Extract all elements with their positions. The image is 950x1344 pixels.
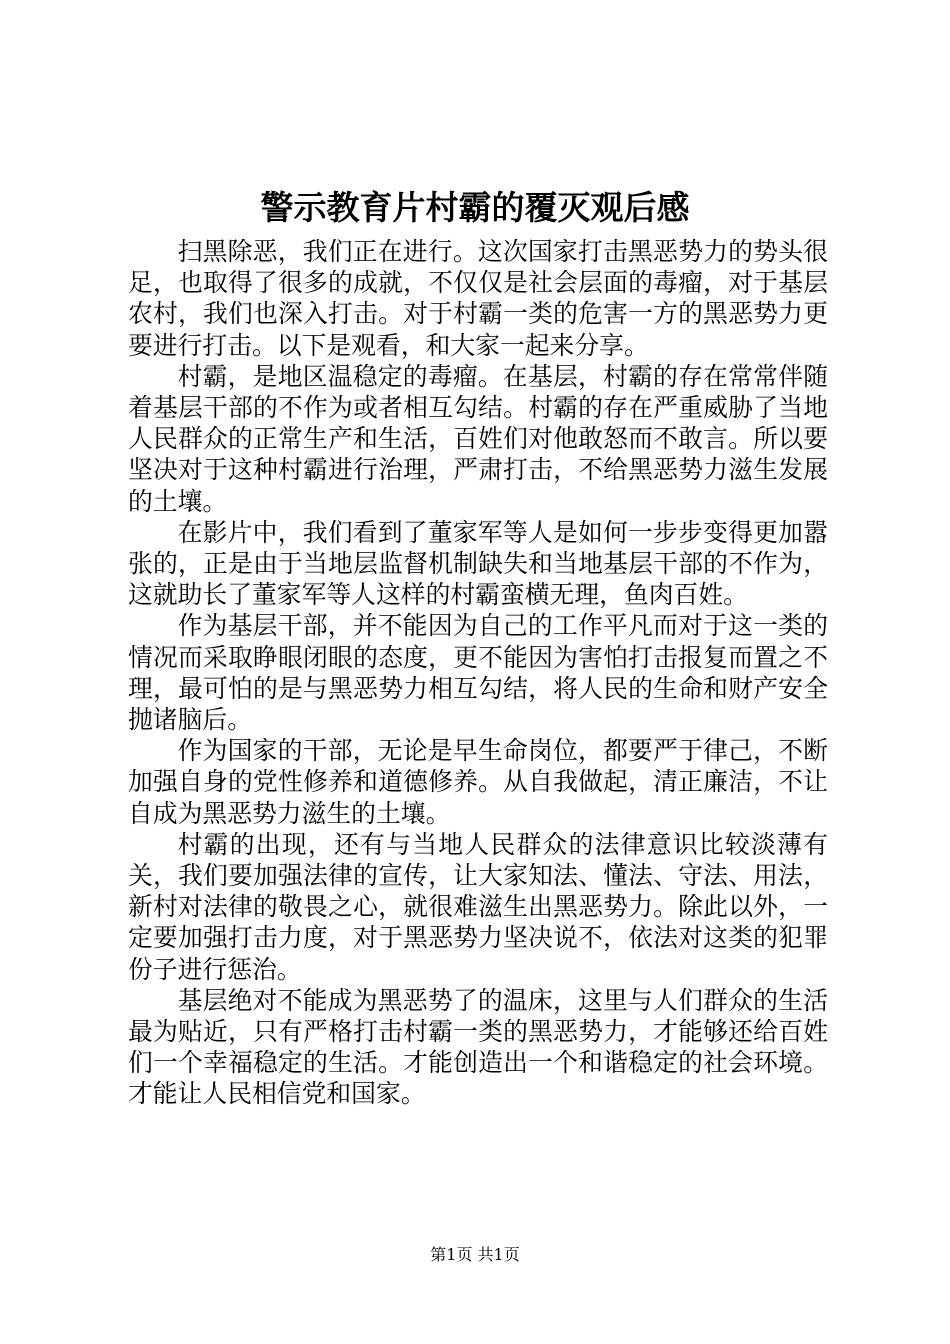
document-body — [128, 236, 828, 1110]
page-number-footer: 第1页 共1页 — [430, 1245, 520, 1264]
paragraph-5: 作为国家的干部，无论是早生命岗位，都要严于律己，不断加强自身的党性修养和道德修养。从自我做起，清正廉洁，不让自成为黑恶势力滋生的土壤。 — [128, 736, 828, 828]
paragraph-3: 在影片中，我们看到了董家军等人是如何一步步变得更加嚣张的，正是由于当地层监督机制缺失和当地基层干部的不作为，这就助长了董家军等人这样的村霸蛮横无理，鱼肉百姓。 — [128, 517, 828, 610]
paragraph-7: 基层绝对不能成为黑恶势了的温床，这里与人们群众的生活最为贴近，只有严格打击村霸一类的黑恶势力，才能够还给百姓们一个幸福稳定的生活。才能创造出一个和谐稳定的社会环境。才能让人民相信党和国家。 — [128, 985, 828, 1109]
paragraph-6: 村霸的出现，还有与当地人民群众的法律意识比较淡薄有关，我们要加强法律的宣传，让大家知法、懂法、守法、用法，新村对法律的敬畏之心，就很难滋生出黑恶势力。除此以外，一定要加强打击力度，对于黑恶势力坚决说不，依法对这类的犯罪份子进行惩治。 — [128, 829, 828, 984]
paragraph-4: 作为基层干部，并不能因为自己的工作平凡而对于这一类的情况而采取睁眼闭眼的态度，更不能因为害怕打击报复而置之不理，最可怕的是与黑恶势力相互勾结，将人民的生命和财产安全抛诸脑后。 — [128, 611, 828, 735]
document-title: 警示教育片村霸的覆灭观后感 — [260, 188, 690, 227]
paragraph-1: 扫黑除恶，我们正在进行。这次国家打击黑恶势力的势头很足，也取得了很多的成就，不仅仅是社会层面的毒瘤，对于基层农村，我们也深入打击。对于村霸一类的危害一方的黑恶势力更要进行打击。以下是观看，和大家一起来分享。 — [128, 237, 828, 360]
paragraph-2: 村霸，是地区温稳定的毒瘤。在基层，村霸的存在常常伴随着基层干部的不作为或者相互勾结。村霸的存在严重威胁了当地人民群众的正常生产和生活，百姓们对他敢怒而不敢言。所以要坚决对于这种村霸进行治理，严肃打击，不给黑恶势力滋生发展的土壤。 — [128, 361, 828, 516]
